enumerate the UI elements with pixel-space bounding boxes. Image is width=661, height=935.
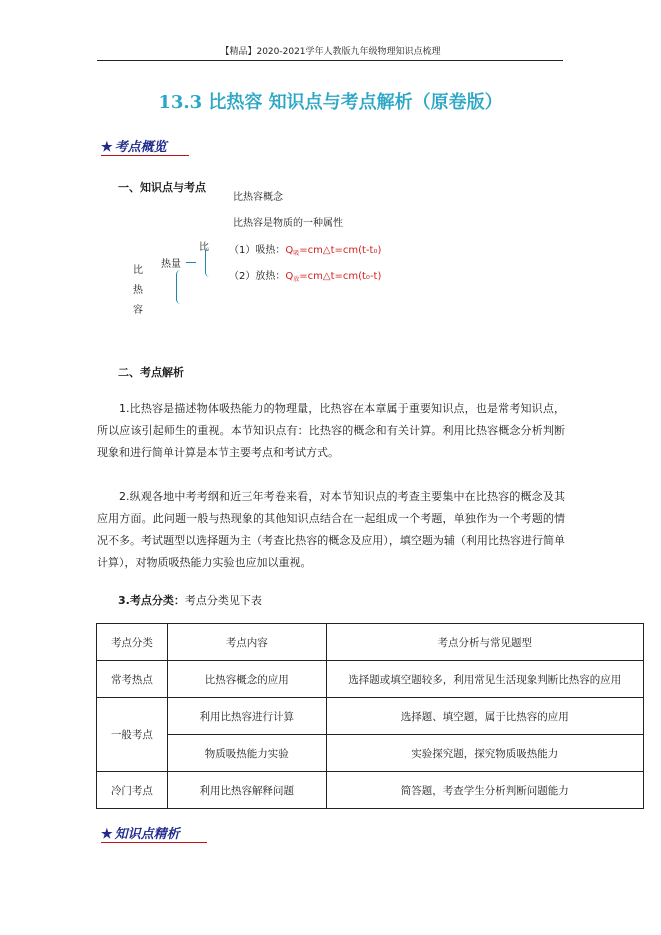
header-divider bbox=[97, 60, 563, 61]
paragraph-3: 3.考点分类：考点分类见下表 bbox=[118, 594, 262, 607]
document-title: 13.3 比热容 知识点与考点解析（原卷版） bbox=[158, 92, 503, 113]
heat-label: 热量 bbox=[161, 259, 181, 270]
paragraph-2: 2.纵观各地中考考纲和近三年考卷来看，对本节知识点的考查主要集中在比热容的概念及其应用方面。此问题一般与热现象的其他知识点结合在一起组成一个考题，单独作为一个考题的情况不多。考试题型以选择题为主（考查比热容的概念及应用），填空题为辅（利用比热容进行简单计算），对物质吸热能力实验也应加以重视。 bbox=[97, 490, 565, 569]
table-row bbox=[97, 698, 644, 735]
table-row bbox=[97, 661, 644, 698]
table-cell: 实验探究题，探究物质吸热能力 bbox=[326, 735, 643, 772]
table-cell: 冷门考点 bbox=[97, 772, 168, 809]
table-cell: 选择题或填空题较多，利用常见生活现象判断比热容的应用 bbox=[326, 661, 643, 698]
heading-knowledge-points: 一、知识点与考点 bbox=[118, 181, 206, 194]
table-cell: 简答题，考查学生分析判断问题能力 bbox=[326, 772, 643, 809]
main-node: 比 热 容 bbox=[133, 265, 143, 316]
section-heading-detail: ★ 知识点精析 bbox=[101, 827, 180, 842]
table-cell: 利用比热容解释问题 bbox=[167, 772, 326, 809]
bracket-formulas bbox=[205, 247, 214, 277]
star-icon: ★ bbox=[101, 827, 113, 842]
table-header-row bbox=[97, 624, 644, 661]
table-header: 考点分析与常见题型 bbox=[326, 624, 643, 661]
section-underline bbox=[101, 155, 189, 156]
paragraph-1: 1.比热容是描述物体吸热能力的物理量，比热容在本章属于重要知识点，也是常考知识点，所以应该引起师生的重视。本节知识点有：比热容的概念和有关计算。利用比热容概念分析判断现象和进行简单计算是本节主要考点和考试方式。 bbox=[97, 402, 565, 459]
table-cell: 比热容概念的应用 bbox=[167, 661, 326, 698]
section-underline bbox=[101, 842, 207, 843]
table-header: 考点内容 bbox=[167, 624, 326, 661]
table-cell: 利用比热容进行计算 bbox=[167, 698, 326, 735]
concept-label: 比热容概念 bbox=[233, 192, 283, 203]
formula-absorb: （1）吸热：$Q_吸=cm\triangle t=cm(t-t_0)$ bbox=[229, 245, 382, 257]
section-heading-overview: ★ 考点概览 bbox=[101, 140, 167, 155]
heading-analysis: 二、考点解析 bbox=[118, 366, 184, 379]
table-cell: 选择题、填空题，属于比热容的应用 bbox=[326, 698, 643, 735]
formula-release: （2）放热：$Q_放=cm\triangle t=cm(t_0-t)$ bbox=[229, 271, 382, 283]
bracket-heat bbox=[176, 270, 185, 304]
fragment-label: 比 bbox=[199, 242, 209, 253]
connector-line bbox=[186, 262, 196, 263]
property-text: 比热容是物质的一种属性 bbox=[233, 218, 343, 229]
exam-points-table bbox=[96, 623, 644, 809]
table-cell: 物质吸热能力实验 bbox=[167, 735, 326, 772]
table-cell: 一般考点 bbox=[97, 698, 168, 772]
table-header: 考点分类 bbox=[97, 624, 168, 661]
table-cell: 常考热点 bbox=[97, 661, 168, 698]
page-header: 【精品】2020-2021学年人教版九年级物理知识点梳理 bbox=[220, 47, 441, 57]
table-row bbox=[97, 735, 644, 772]
star-icon: ★ bbox=[101, 140, 113, 155]
table-row bbox=[97, 772, 644, 809]
